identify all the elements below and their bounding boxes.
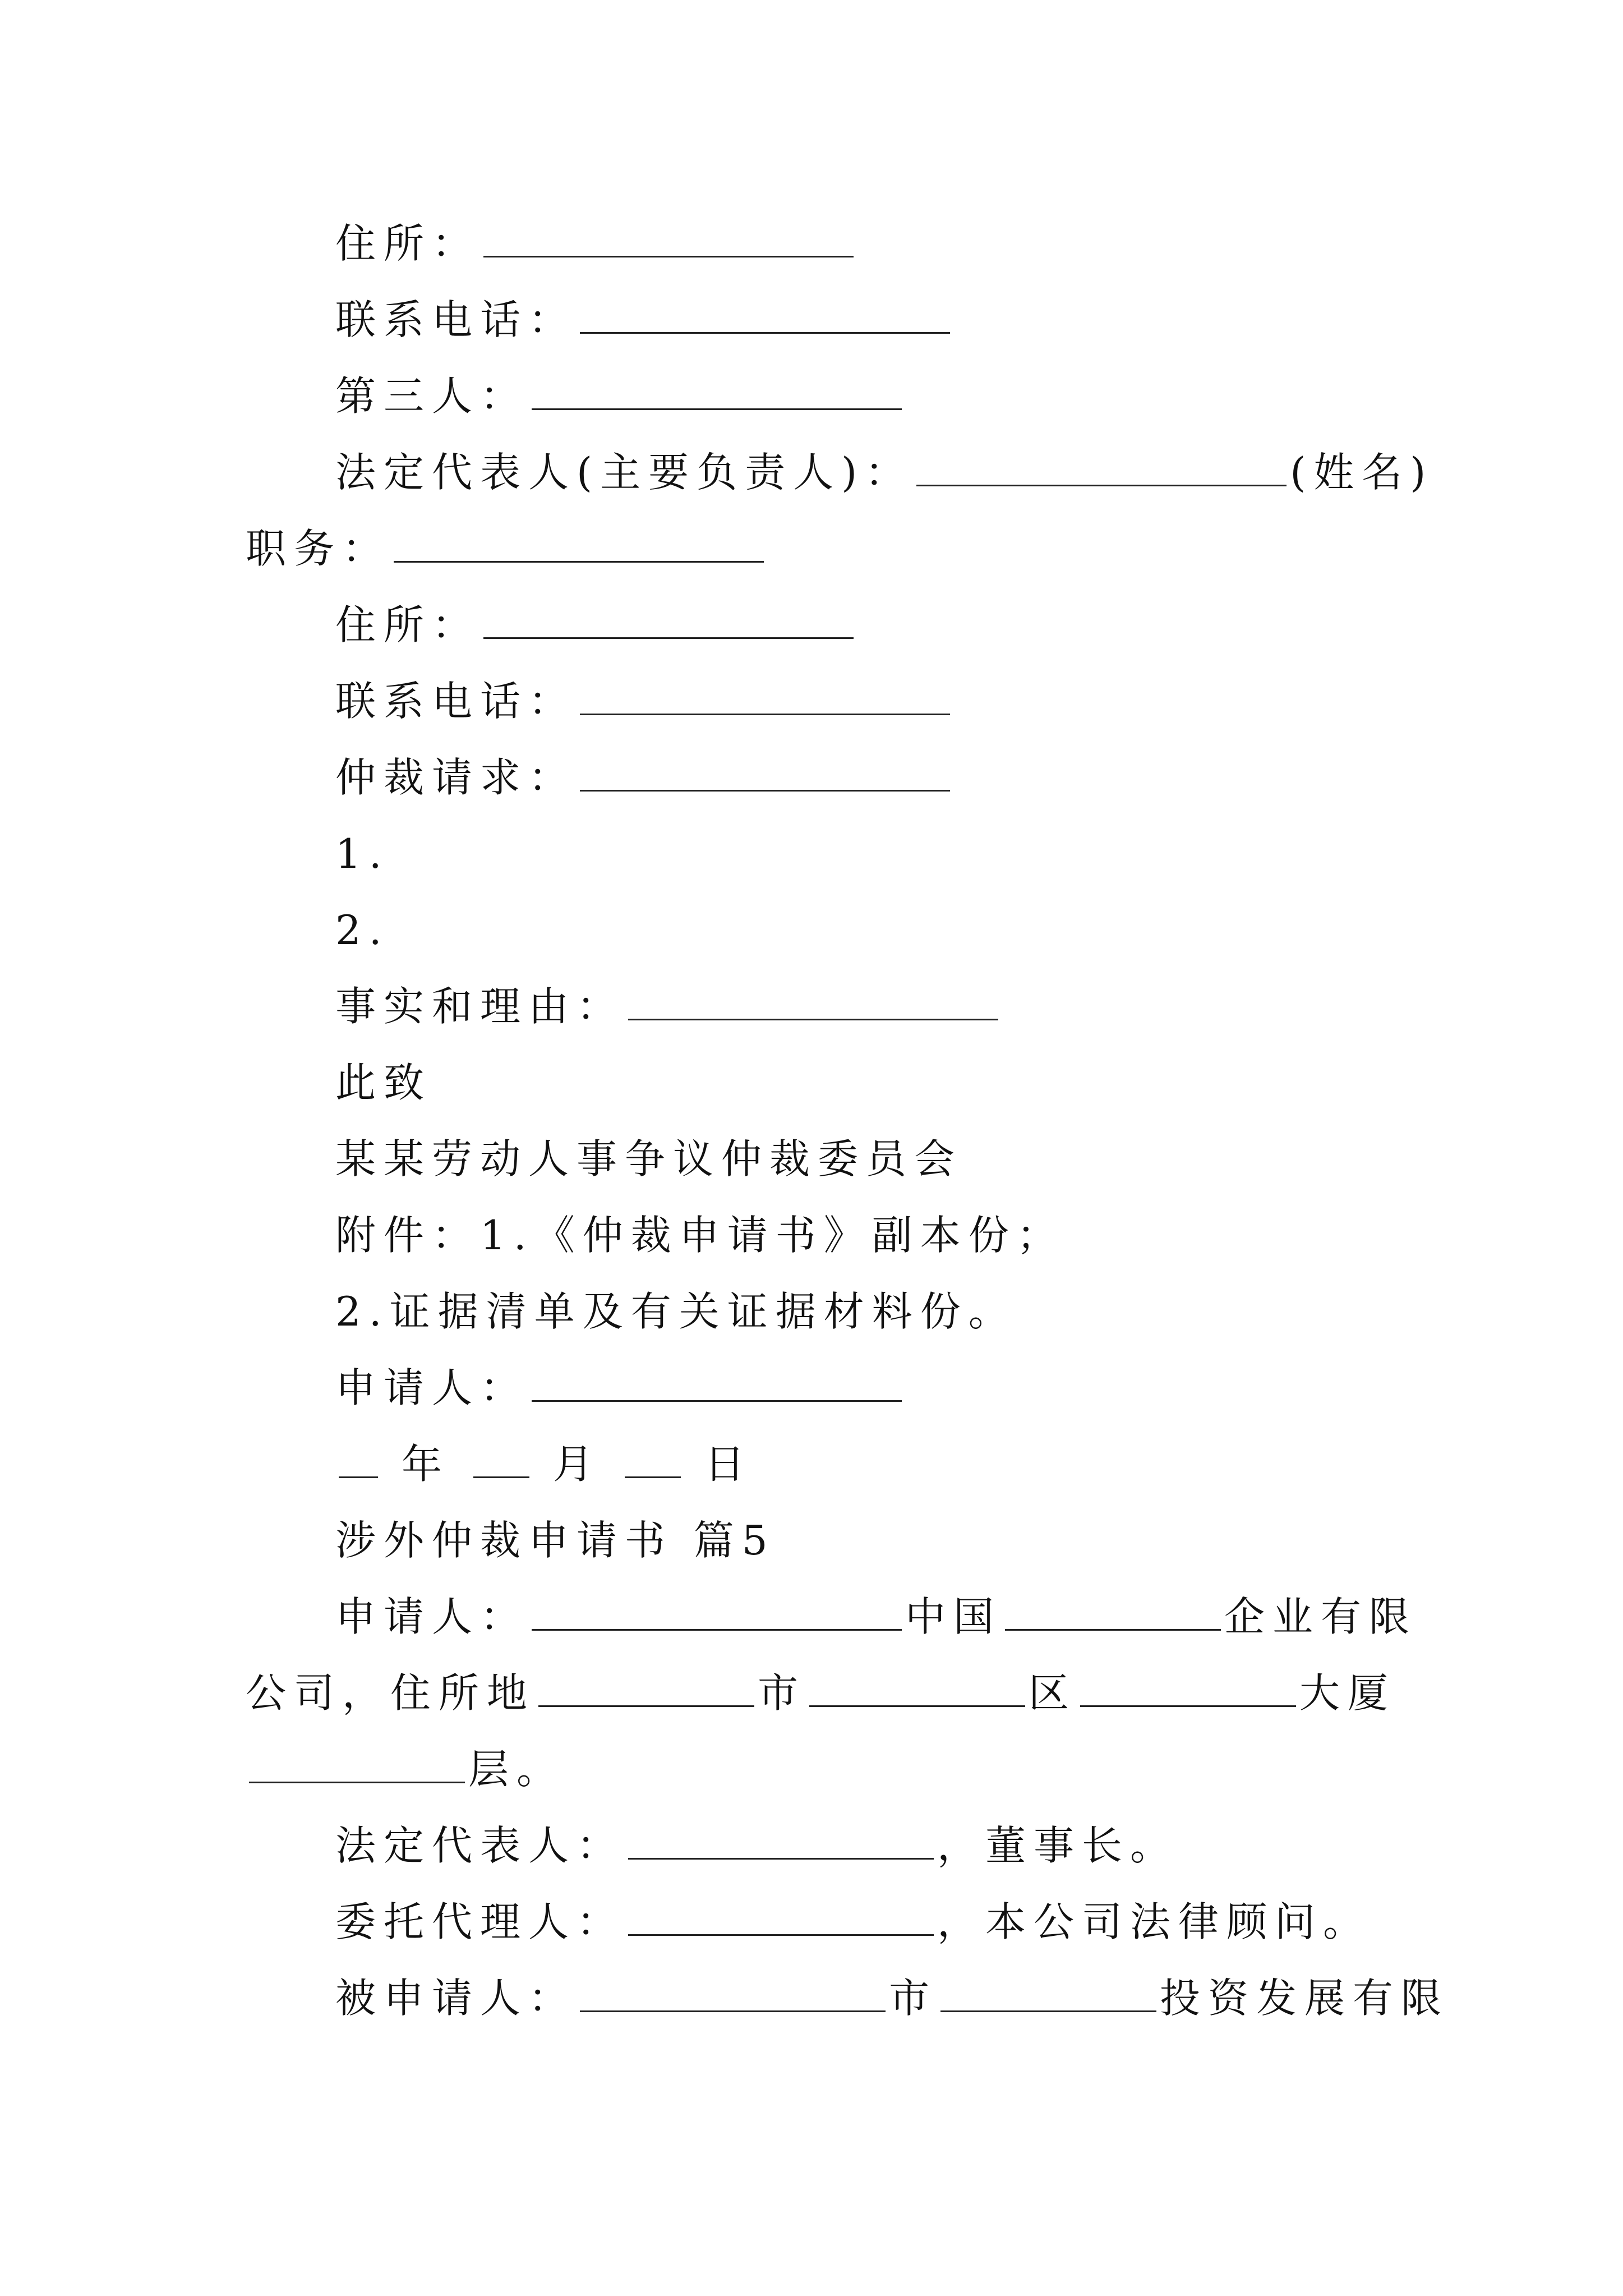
facts-line	[335, 978, 1623, 1034]
phone-blank	[580, 679, 950, 715]
floor-line	[246, 1741, 1623, 1797]
claim-item-1	[335, 826, 1623, 882]
attachment-line-1	[335, 1207, 1623, 1263]
respondent-city-text: 市	[889, 1975, 938, 2022]
day-label: 日	[704, 1441, 753, 1488]
respondent-label: 被申请人：	[335, 1975, 577, 2022]
year-blank	[339, 1442, 378, 1478]
claim-number: 2.	[335, 907, 390, 954]
applicant-blank	[532, 1365, 902, 1402]
claims-label: 仲裁请求：	[335, 754, 577, 801]
phone-blank	[580, 297, 950, 334]
legal-rep-label: 法定代表人(主要负责人)：	[335, 449, 914, 496]
third-party-label: 第三人：	[335, 372, 529, 420]
agent-blank	[628, 1899, 934, 1936]
company-address-label: 公司，住所地	[246, 1669, 536, 1717]
addressee-line	[335, 1131, 1623, 1187]
company-type-text: 企业有限	[1224, 1593, 1418, 1640]
claim-item-2	[335, 902, 1623, 958]
district-text: 区	[1029, 1669, 1077, 1717]
third-party-phone-line	[335, 673, 1623, 729]
year-label: 年	[402, 1441, 450, 1488]
applicant-label: 申请人：	[335, 1593, 529, 1640]
phone-label: 联系电话：	[335, 678, 577, 725]
address-blank	[483, 221, 854, 257]
applicant-blank	[532, 1594, 902, 1631]
respondent-blank	[580, 1976, 886, 2012]
name-note: (姓名)	[1290, 449, 1434, 496]
facts-label: 事实和理由：	[335, 983, 625, 1030]
applicant-address-line	[335, 215, 1623, 272]
claims-line	[335, 749, 1623, 806]
respondent-company-type: 投资发展有限	[1160, 1975, 1450, 2022]
position-label: 职务：	[246, 525, 391, 572]
respondent-company-blank	[940, 1976, 1156, 2012]
building-text: 大厦	[1299, 1669, 1396, 1717]
day-blank	[625, 1442, 681, 1478]
address-label: 住所：	[335, 220, 481, 267]
legal-rep-title: ，董事长。	[937, 1822, 1179, 1869]
position-blank	[394, 526, 764, 563]
phone-line	[335, 292, 1623, 348]
third-party-blank	[532, 374, 902, 410]
floor-blank	[249, 1747, 465, 1783]
month-label: 月	[553, 1441, 602, 1488]
applicant-company-line	[335, 1589, 1623, 1645]
district-blank	[809, 1671, 1025, 1707]
agent-title: ，本公司法律顾问。	[937, 1898, 1372, 1945]
phone-label: 联系电话：	[335, 296, 577, 343]
claims-blank	[580, 755, 950, 792]
addressee: 某某劳动人事争议仲裁委员会	[335, 1135, 963, 1182]
country-text: 中国	[905, 1593, 1002, 1640]
legal-rep-line-2	[335, 1818, 1623, 1874]
claim-number: 1.	[335, 830, 390, 877]
signature-line	[335, 1360, 1623, 1416]
section-title: 涉外仲裁申请书 篇5	[335, 1517, 776, 1564]
address-blank	[483, 602, 854, 639]
legal-rep-line	[335, 444, 1623, 500]
floor-text: 层。	[468, 1746, 565, 1793]
salutation-line	[335, 1055, 1623, 1111]
applicant-label: 申请人：	[335, 1364, 529, 1411]
company-address-line	[246, 1665, 1623, 1721]
legal-rep-blank	[916, 450, 1287, 486]
third-party-address-line	[335, 597, 1623, 653]
attachment-text: 附件：1.《仲裁申请书》副本份；	[335, 1212, 1065, 1259]
attachment-line-2	[335, 1283, 1623, 1340]
month-blank	[473, 1442, 529, 1478]
salutation: 此致	[335, 1059, 432, 1106]
agent-label: 委托代理人：	[335, 1898, 625, 1945]
section-heading	[335, 1512, 1623, 1568]
address-label: 住所：	[335, 601, 481, 648]
facts-blank	[628, 984, 998, 1020]
agent-line	[335, 1894, 1623, 1950]
legal-rep-blank	[628, 1823, 934, 1860]
city-text: 市	[758, 1669, 806, 1717]
respondent-line	[335, 1970, 1623, 2026]
third-party-line	[335, 368, 1623, 424]
date-line	[335, 1436, 1623, 1492]
attachment-text: 2.证据清单及有关证据材料份。	[335, 1288, 1017, 1335]
legal-rep-label: 法定代表人：	[335, 1822, 625, 1869]
position-line	[246, 521, 1623, 577]
city-blank	[538, 1671, 754, 1707]
building-blank	[1080, 1671, 1296, 1707]
company-blank	[1005, 1594, 1221, 1631]
